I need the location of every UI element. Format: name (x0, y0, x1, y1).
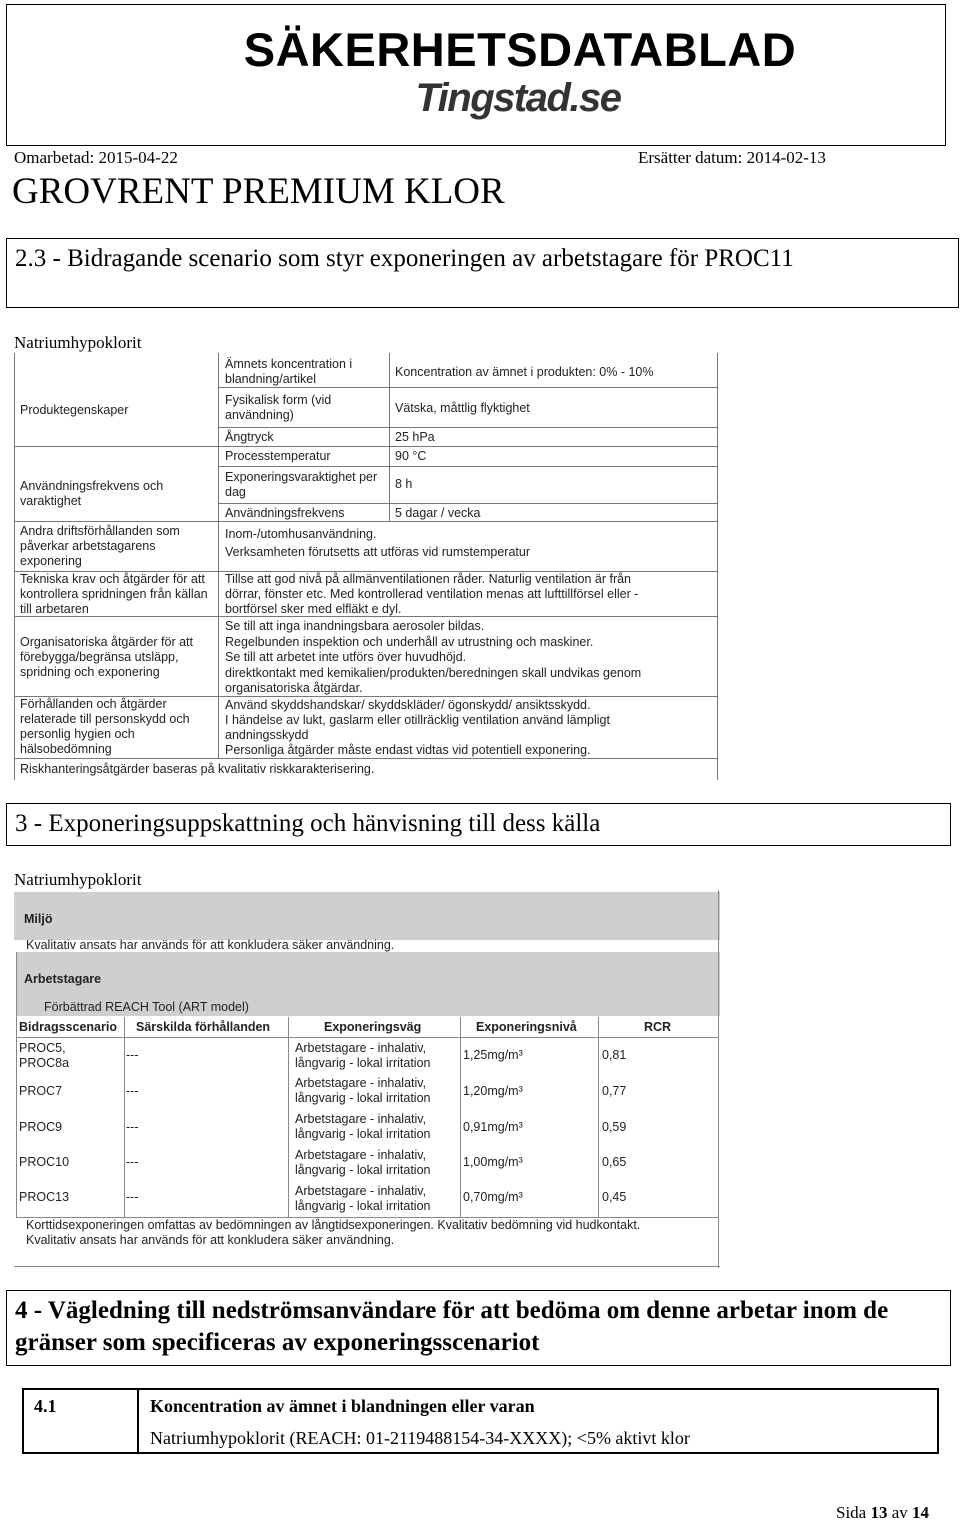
tekniska-text: dörrar, fönster etc. Med kontrollerad ventilation menas att lufttillförsel eller - (225, 587, 639, 601)
row-rcr: 0,77 (602, 1084, 627, 1098)
row-label: Ångtryck (225, 430, 274, 444)
row-divider (218, 466, 717, 467)
table-border (718, 890, 719, 1268)
page-of: av (891, 1503, 908, 1522)
row-scenario: PROC8a (19, 1056, 70, 1070)
org-text: organisatoriska åtgärdar. (225, 681, 363, 695)
pers-text: andningsskydd (225, 728, 309, 742)
row-rcr: 0,59 (602, 1120, 627, 1134)
row-route: Arbetstagare - inhalativ, (295, 1184, 427, 1198)
row-divider (14, 521, 717, 522)
org-text: Se till att inga inandningsbara aerosoler bildas. (225, 619, 485, 633)
section-2-3-heading: 2.3 - Bidragande scenario som styr exponeringen av arbetstagare för PROC11 (6, 238, 959, 308)
row-divider (14, 446, 717, 447)
column-divider (288, 1017, 289, 1217)
org-text: Regelbunden inspektion och underhåll av utrustning och maskiner. (225, 635, 594, 649)
column-divider (460, 1017, 461, 1217)
subsection-body: Natriumhypoklorit (REACH: 01-2119488154-34-XXXX); <5% aktivt klor (150, 1428, 690, 1448)
row-cond: --- (126, 1190, 139, 1204)
row-cond: --- (126, 1048, 139, 1062)
row-rcr: 0,45 (602, 1190, 627, 1204)
org-text: direktkontakt med kemikalien/produkten/beredningen skall undvikas genom (225, 666, 642, 680)
column-divider (389, 353, 390, 521)
note-text: Kvalitativ ansats har används för att konkludera säker användning. (26, 1233, 395, 1247)
col-header: RCR (644, 1020, 672, 1034)
page-label: Sida (836, 1503, 867, 1522)
header-divider (16, 1037, 718, 1038)
row-scenario: PROC7 (19, 1084, 63, 1098)
row-label: Processtemperatur (225, 449, 331, 463)
column-divider (598, 1017, 599, 1217)
miljo-band (14, 892, 720, 940)
row-value: 8 h (395, 477, 413, 491)
row-level: 1,25mg/m³ (463, 1048, 523, 1062)
row-label: Användningsfrekvens (225, 506, 345, 520)
label-organisatoriska: Organisatoriska åtgärder för att förebygga/begränsa utsläpp, spridning och exponering (20, 635, 193, 679)
row-cond: --- (126, 1155, 139, 1169)
table-border (14, 353, 15, 780)
pers-text: Personliga åtgärder måste endast vidtas vid potentiell exponering. (225, 743, 591, 757)
label-produktegenskaper: Produktegenskaper (20, 403, 129, 417)
row-value: Koncentration av ämnet i produkten: 0% - 10% (395, 365, 654, 379)
tekniska-text: Tillse att god nivå på allmänventilationen råder. Naturlig ventilation är från (225, 572, 632, 586)
column-divider (124, 1017, 125, 1217)
page-total: 14 (912, 1503, 930, 1522)
col-header: Bidragsscenario (19, 1020, 117, 1034)
label-andra: Andra driftsförhållanden som påverkar arbetstagarens exponering (20, 524, 180, 568)
revised-date: Omarbetad: 2015-04-22 (14, 148, 178, 167)
tekniska-text: bortförsel sker med elfläkt e dyl. (225, 602, 402, 616)
row-level: 0,91mg/m³ (463, 1120, 523, 1134)
row-divider (218, 503, 717, 504)
table-border (717, 353, 718, 780)
table-border (16, 952, 17, 1217)
label-tekniska: Tekniska krav och åtgärder för att kontrollera spridningen från källan till arbetaren (20, 572, 208, 616)
row-level: 1,00mg/m³ (463, 1155, 523, 1169)
row-route: långvarig - lokal irritation (295, 1127, 431, 1141)
label-forhallanden: Förhållanden och åtgärder relaterade till personskydd och personlig hygien och hälsobedömning (20, 697, 190, 756)
pers-text: Använd skyddshandskar/ skyddskläder/ ögonskydd/ ansiktsskydd. (225, 698, 591, 712)
row-route: långvarig - lokal irritation (295, 1091, 431, 1105)
row-route: långvarig - lokal irritation (295, 1199, 431, 1213)
table-border (14, 1266, 720, 1267)
subsection-number: 4.1 (34, 1396, 57, 1416)
andra-text: Inom-/utomhusanvändning. (225, 527, 377, 541)
row-route: Arbetstagare - inhalativ, (295, 1041, 427, 1055)
col-header: Särskilda förhållanden (136, 1020, 271, 1034)
row-cond: --- (126, 1120, 139, 1134)
row-value: 25 hPa (395, 430, 435, 444)
exposure-table-image (14, 890, 720, 1268)
row-scenario: PROC10 (19, 1155, 70, 1169)
substance-label: Natriumhypoklorit (14, 333, 142, 352)
substance-label: Natriumhypoklorit (14, 870, 142, 889)
product-name: GROVRENT PREMIUM KLOR (12, 171, 505, 212)
row-value: 90 °C (395, 449, 427, 463)
page-footer (836, 1503, 929, 1523)
arbetstagare-label: Arbetstagare (24, 972, 102, 986)
row-value: 5 dagar / vecka (395, 506, 481, 520)
row-route: Arbetstagare - inhalativ, (295, 1148, 427, 1162)
row-label: Exponeringsvaraktighet per dag (225, 470, 378, 499)
document-title: SÄKERHETSDATABLAD (243, 23, 797, 76)
pers-text: I händelse av lukt, gaslarm eller otillräcklig ventilation använd lämpligt (225, 713, 610, 727)
row-cond: --- (126, 1084, 139, 1098)
row-divider (218, 387, 717, 388)
row-label: Ämnets koncentration i blandning/artikel (225, 357, 353, 386)
company-logo: Tingstad.se (415, 76, 621, 120)
row-route: Arbetstagare - inhalativ, (295, 1076, 427, 1090)
org-text: Se till att arbetet inte utförs över huvudhöjd. (225, 650, 467, 664)
miljo-text: Kvalitativ ansats har används för att konkludera säker användning. (26, 938, 395, 952)
subsection-heading: Koncentration av ämnet i blandningen eller varan (150, 1396, 535, 1416)
label-anv-frekvens: Användningsfrekvens och varaktighet (20, 479, 164, 508)
row-divider (14, 758, 717, 759)
row-rcr: 0,81 (602, 1048, 627, 1062)
page-number: 13 (870, 1503, 888, 1522)
miljo-label: Miljö (24, 912, 53, 926)
table-footer: Riskhanteringsåtgärder baseras på kvalitativ riskkarakterisering. (20, 762, 375, 776)
column-divider (137, 1390, 139, 1452)
col-header: Exponeringsnivå (476, 1020, 577, 1034)
scenario-table-image (14, 353, 718, 780)
section-3-heading: 3 - Exponeringsuppskattning och hänvisning till dess källa (6, 803, 951, 846)
row-rcr: 0,65 (602, 1155, 627, 1169)
row-scenario: PROC5, (19, 1041, 66, 1055)
row-route: långvarig - lokal irritation (295, 1056, 431, 1070)
section-4-heading: 4 - Vägledning till nedströmsanvändare för att bedöma om denne arbetar inom de gränser som specificeras av exponeringsscenariot (6, 1290, 951, 1366)
row-divider (218, 427, 717, 428)
row-scenario: PROC9 (19, 1120, 63, 1134)
row-route: långvarig - lokal irritation (295, 1163, 431, 1177)
replaces-date: Ersätter datum: 2014-02-13 (638, 148, 826, 167)
row-route: Arbetstagare - inhalativ, (295, 1112, 427, 1126)
andra-text: Verksamheten förutsetts att utföras vid rumstemperatur (225, 545, 530, 559)
row-level: 1,20mg/m³ (463, 1084, 523, 1098)
row-level: 0,70mg/m³ (463, 1190, 523, 1204)
tool-label: Förbättrad REACH Tool (ART model) (44, 1000, 249, 1014)
row-label: Fysikalisk form (vid användning) (225, 393, 332, 422)
col-header: Exponeringsväg (324, 1020, 422, 1034)
note-text: Korttidsexponeringen omfattas av bedömningen av långtidsexponeringen. Kvalitativ bedömning vid hudkontakt. (26, 1218, 641, 1232)
concentration-table (22, 1388, 939, 1454)
row-scenario: PROC13 (19, 1190, 70, 1204)
row-value: Vätska, måttlig flyktighet (395, 401, 530, 415)
column-divider (218, 353, 219, 758)
